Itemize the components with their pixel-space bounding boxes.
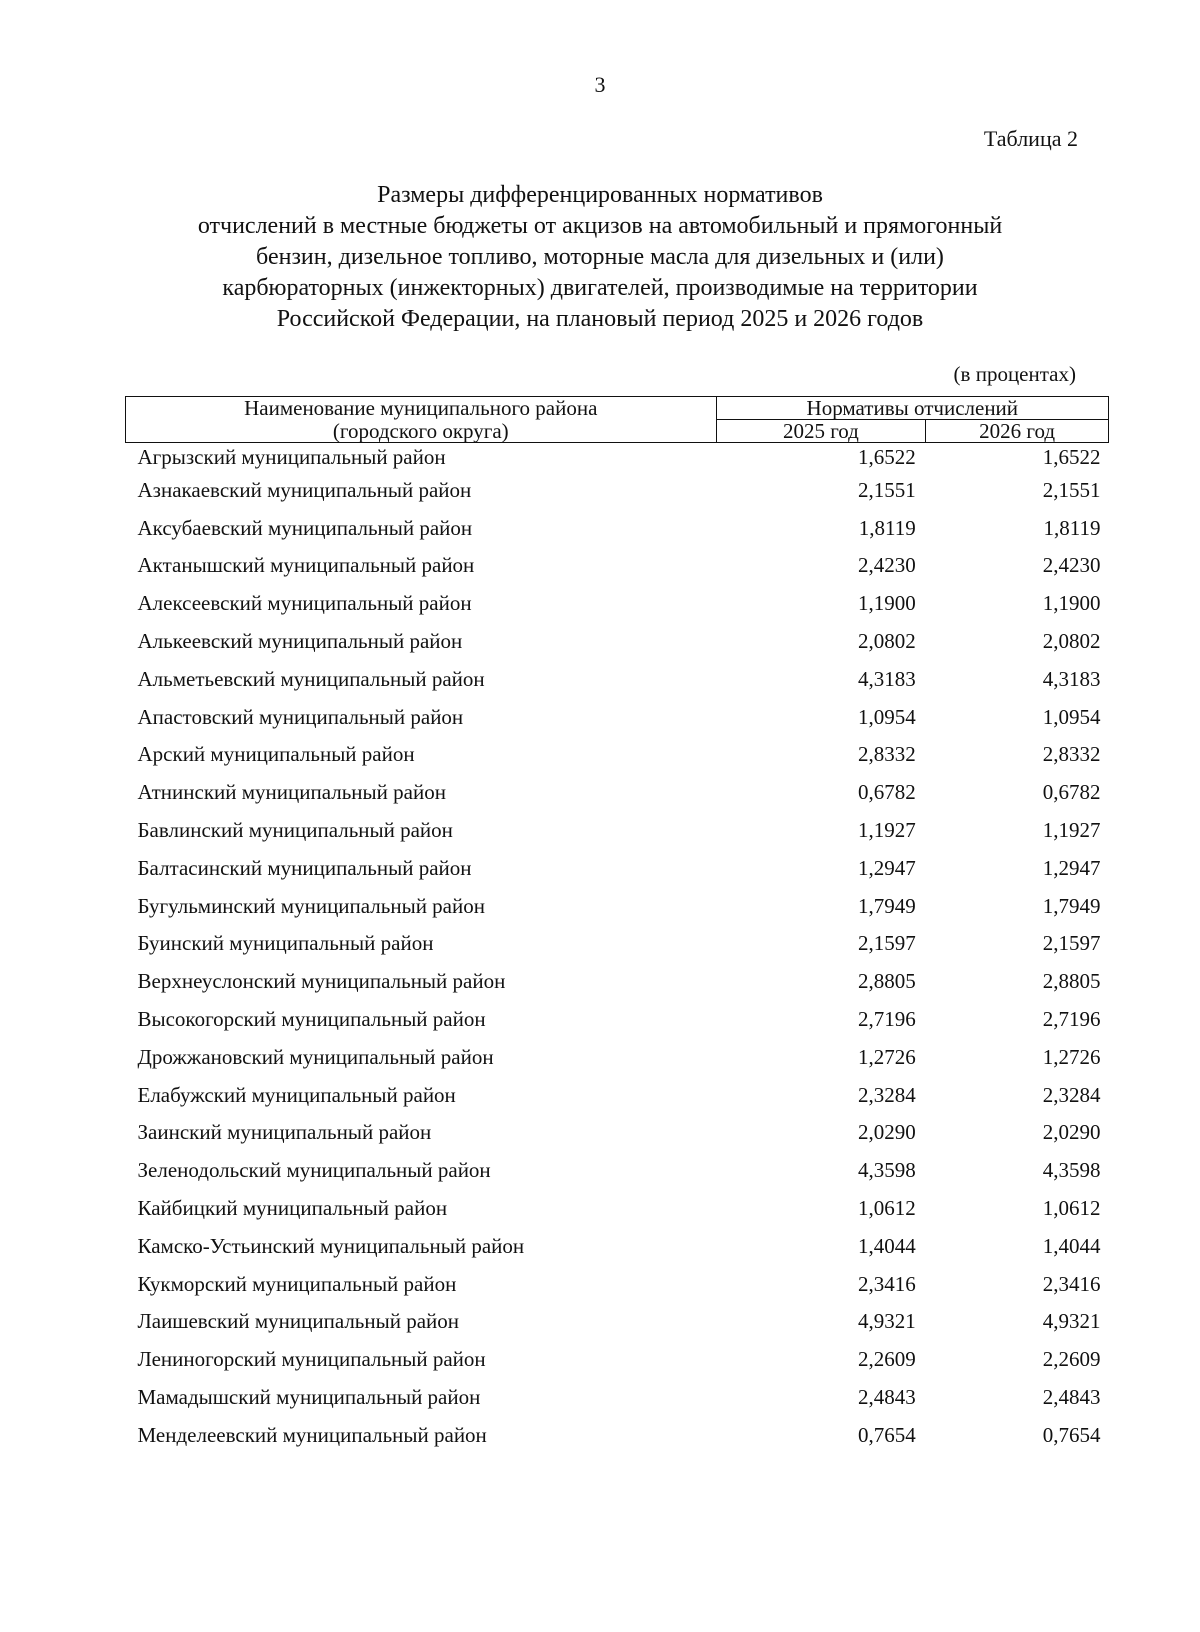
page-number: 3 <box>594 72 606 97</box>
table-row <box>126 925 1109 963</box>
table-body <box>126 443 1109 1454</box>
table-label: Таблица 2 <box>983 126 1078 151</box>
value-2025-cell: 4,3183 <box>857 666 916 691</box>
value-2026-cell: 2,3284 <box>1042 1082 1101 1107</box>
district-name-cell: Алексеевский муниципальный район <box>137 591 472 616</box>
title-line: Российской Федерации, на плановый период 2025 и 2026 годов <box>276 306 924 332</box>
value-2026-cell: 2,8332 <box>1042 742 1101 767</box>
table-row <box>126 471 1109 509</box>
value-2025-cell: 2,1551 <box>857 477 916 502</box>
value-2026-cell: 2,8805 <box>1042 969 1101 994</box>
value-2026-cell: 0,7654 <box>1042 1422 1101 1447</box>
district-name-cell: Актанышский муниципальный район <box>137 553 475 578</box>
value-2026-cell: 1,1900 <box>1042 591 1101 616</box>
table-row <box>126 660 1109 698</box>
title-line: карбюраторных (инжекторных) двигателей, производимые на территории <box>222 275 978 301</box>
value-2025-cell: 1,0954 <box>857 704 916 729</box>
value-2026-cell: 2,3416 <box>1042 1271 1101 1296</box>
table-row <box>126 443 1109 472</box>
district-name-cell: Мамадышский муниципальный район <box>137 1385 481 1410</box>
table-row <box>126 887 1109 925</box>
value-2025-cell: 2,7196 <box>857 1007 916 1032</box>
header-group: Нормативы отчислений <box>716 397 1108 420</box>
district-name-cell: Апастовский муниципальный район <box>137 704 464 729</box>
value-2026-cell: 2,7196 <box>1042 1007 1101 1032</box>
district-name-cell: Бугульминский муниципальный район <box>137 893 485 918</box>
value-2026-cell: 1,0612 <box>1042 1196 1101 1221</box>
table-row <box>126 1000 1109 1038</box>
district-name-cell: Лаишевский муниципальный район <box>137 1309 460 1334</box>
table-row <box>126 1265 1109 1303</box>
district-name-cell: Арский муниципальный район <box>137 742 415 767</box>
value-2026-cell: 1,7949 <box>1042 893 1101 918</box>
value-2025-cell: 1,1927 <box>857 818 916 843</box>
value-2025-cell: 1,0612 <box>857 1196 916 1221</box>
district-name-cell: Агрызский муниципальный район <box>137 445 446 469</box>
value-2025-cell: 2,3284 <box>857 1082 916 1107</box>
district-name-cell: Лениногорский муниципальный район <box>137 1347 486 1372</box>
value-2026-cell: 2,1551 <box>1042 477 1101 502</box>
district-name-cell: Кайбицкий муниципальный район <box>137 1196 448 1221</box>
value-2025-cell: 2,8805 <box>857 969 916 994</box>
value-2026-cell: 4,3183 <box>1042 666 1101 691</box>
district-name-cell: Елабужский муниципальный район <box>137 1082 456 1107</box>
value-2025-cell: 1,2947 <box>857 855 916 880</box>
value-2025-cell: 1,4044 <box>857 1233 916 1258</box>
district-name-cell: Высокогорский муниципальный район <box>137 1007 486 1032</box>
value-2025-cell: 2,1597 <box>857 931 916 956</box>
value-2025-cell: 4,3598 <box>857 1158 916 1183</box>
header-year-2025: 2025 год <box>716 420 926 443</box>
district-name-cell: Камско-Устьинский муниципальный район <box>137 1233 525 1258</box>
value-2026-cell: 1,6522 <box>1042 445 1101 469</box>
value-2025-cell: 2,2609 <box>857 1347 916 1372</box>
district-name-cell: Менделеевский муниципальный район <box>137 1422 487 1447</box>
value-2026-cell: 2,2609 <box>1042 1347 1101 1372</box>
value-2026-cell: 1,1927 <box>1042 818 1101 843</box>
district-name-cell: Верхнеуслонский муниципальный район <box>137 969 506 994</box>
value-2025-cell: 1,7949 <box>857 893 916 918</box>
district-name-cell: Алькеевский муниципальный район <box>137 629 463 654</box>
district-name-cell: Азнакаевский муниципальный район <box>137 477 472 502</box>
district-name-cell: Заинский муниципальный район <box>137 1120 432 1145</box>
value-2025-cell: 0,7654 <box>857 1422 916 1447</box>
value-2025-cell: 1,1900 <box>857 591 916 616</box>
value-2026-cell: 1,2726 <box>1042 1044 1101 1069</box>
table-row <box>126 622 1109 660</box>
table-row <box>126 1076 1109 1114</box>
norms-table <box>125 396 1109 1454</box>
district-name-cell: Бавлинский муниципальный район <box>137 818 453 843</box>
value-2026-cell: 4,3598 <box>1042 1158 1101 1183</box>
value-2026-cell: 1,2947 <box>1042 855 1101 880</box>
value-2026-cell: 1,4044 <box>1042 1233 1101 1258</box>
value-2025-cell: 2,4843 <box>857 1385 916 1410</box>
table-row <box>126 736 1109 774</box>
value-2026-cell: 2,4230 <box>1042 553 1101 578</box>
value-2025-cell: 2,8332 <box>857 742 916 767</box>
table-row <box>126 698 1109 736</box>
table-row <box>126 1189 1109 1227</box>
value-2026-cell: 2,1597 <box>1042 931 1101 956</box>
district-name-cell: Атнинский муниципальный район <box>137 780 446 805</box>
value-2025-cell: 2,0290 <box>857 1120 916 1145</box>
table-row <box>126 1303 1109 1341</box>
value-2025-cell: 1,8119 <box>858 515 916 540</box>
table-row <box>126 547 1109 585</box>
district-name-cell: Дрожжановский муниципальный район <box>137 1044 494 1069</box>
value-2025-cell: 2,3416 <box>857 1271 916 1296</box>
header-name-line1: Наименование муниципального района <box>126 397 717 420</box>
value-2025-cell: 0,6782 <box>857 780 916 805</box>
document-title <box>100 180 1100 335</box>
table-row <box>126 811 1109 849</box>
table-row <box>126 1151 1109 1189</box>
value-2025-cell: 2,0802 <box>857 629 916 654</box>
value-2026-cell: 1,0954 <box>1042 704 1101 729</box>
table-row <box>126 1378 1109 1416</box>
value-2025-cell: 4,9321 <box>857 1309 916 1334</box>
table-row <box>126 1340 1109 1378</box>
value-2026-cell: 2,0290 <box>1042 1120 1101 1145</box>
table-row <box>126 1416 1109 1454</box>
value-2025-cell: 1,6522 <box>857 445 916 469</box>
table-row <box>126 509 1109 547</box>
value-2026-cell: 1,8119 <box>1043 515 1101 540</box>
district-name-cell: Аксубаевский муниципальный район <box>137 515 473 540</box>
district-name-cell: Кукморский муниципальный район <box>137 1271 457 1296</box>
title-line: отчислений в местные бюджеты от акцизов на автомобильный и прямогонный <box>197 213 1003 239</box>
value-2026-cell: 2,0802 <box>1042 629 1101 654</box>
table-row <box>126 962 1109 1000</box>
table-row <box>126 1038 1109 1076</box>
table-row <box>126 1227 1109 1265</box>
district-name-cell: Балтасинский муниципальный район <box>137 855 472 880</box>
value-2025-cell: 2,4230 <box>857 553 916 578</box>
table-header <box>126 397 1109 443</box>
units-note: (в процентах) <box>953 362 1076 386</box>
table-row <box>126 584 1109 622</box>
table-row <box>126 849 1109 887</box>
header-name-line2: (городского округа) <box>126 420 717 443</box>
title-line: Размеры дифференцированных нормативов <box>377 182 823 208</box>
value-2026-cell: 4,9321 <box>1042 1309 1101 1334</box>
district-name-cell: Зеленодольский муниципальный район <box>137 1158 491 1183</box>
table-row <box>126 1114 1109 1152</box>
table-row <box>126 773 1109 811</box>
value-2025-cell: 1,2726 <box>857 1044 916 1069</box>
value-2026-cell: 0,6782 <box>1042 780 1101 805</box>
title-line: бензин, дизельное топливо, моторные масла для дизельных и (или) <box>256 244 944 270</box>
value-2026-cell: 2,4843 <box>1042 1385 1101 1410</box>
district-name-cell: Буинский муниципальный район <box>137 931 434 956</box>
header-year-2026: 2026 год <box>926 420 1109 443</box>
district-name-cell: Альметьевский муниципальный район <box>137 666 485 691</box>
